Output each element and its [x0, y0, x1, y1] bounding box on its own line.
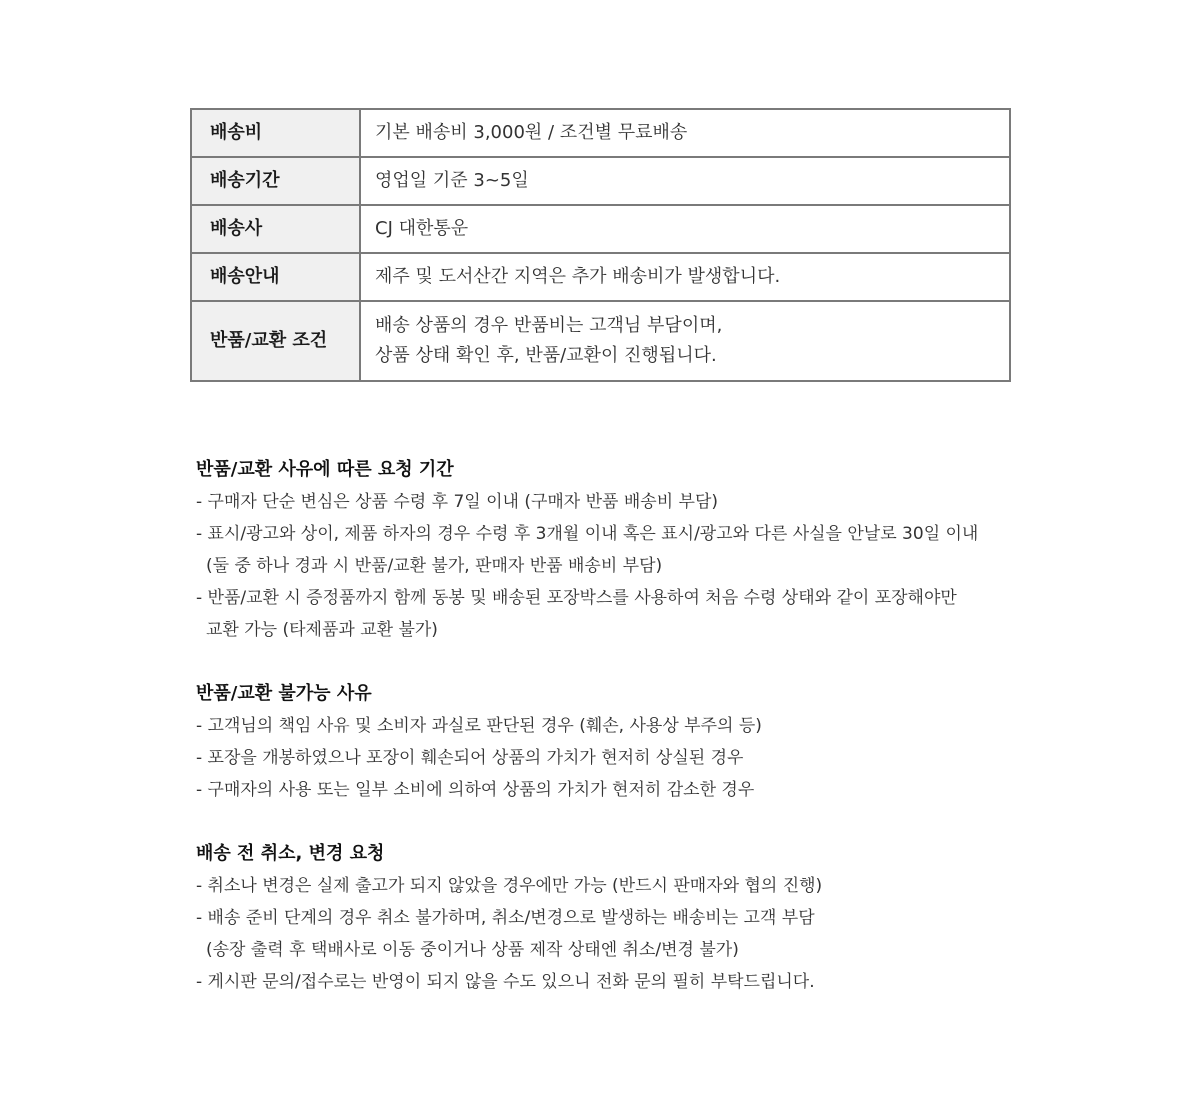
row-label: 반품/교환 조건	[191, 301, 360, 381]
row-value-line: 기본 배송비 3,000원 / 조건별 무료배송	[375, 122, 688, 143]
section-return-request-period	[196, 454, 1026, 646]
row-value-line: 상품 상태 확인 후, 반품/교환이 진행됩니다.	[375, 345, 717, 366]
section-title: 반품/교환 불가능 사유	[196, 683, 372, 704]
table-row-shipping-fee	[191, 109, 1010, 157]
table-row-return-conditions	[191, 301, 1010, 381]
row-label: 배송기간	[191, 157, 360, 205]
row-label: 배송안내	[191, 253, 360, 301]
row-label: 배송비	[191, 109, 360, 157]
row-value	[360, 157, 1010, 205]
table-row-shipping-notice	[191, 253, 1010, 301]
section-title: 배송 전 취소, 변경 요청	[196, 843, 385, 864]
row-value	[360, 253, 1010, 301]
list-item: - 취소나 변경은 실제 출고가 되지 않았을 경우에만 가능 (반드시 판매자와 협의 진행)	[196, 876, 823, 896]
table-row-carrier	[191, 205, 1010, 253]
list-item: - 표시/광고와 상이, 제품 하자의 경우 수령 후 3개월 이내 혹은 표시/광고와 다른 사실을 안날로 30일 이내	[196, 524, 979, 544]
row-label: 배송사	[191, 205, 360, 253]
list-item: - 배송 준비 단계의 경우 취소 불가하며, 취소/변경으로 발생하는 배송비는 고객 부담	[196, 908, 815, 928]
row-value	[360, 301, 1010, 381]
list-item: - 게시판 문의/접수로는 반영이 되지 않을 수도 있으니 전화 문의 필히 부탁드립니다.	[196, 972, 815, 992]
list-item: - 구매자 단순 변심은 상품 수령 후 7일 이내 (구매자 반품 배송비 부담)	[196, 492, 719, 512]
list-item: - 고객님의 책임 사유 및 소비자 과실로 판단된 경우 (훼손, 사용상 부주의 등)	[196, 716, 762, 736]
list-item: - 반품/교환 시 증정품까지 함께 동봉 및 배송된 포장박스를 사용하여 처음 수령 상태와 같이 포장해야만	[196, 588, 957, 608]
row-value-line: 제주 및 도서산간 지역은 추가 배송비가 발생합니다.	[375, 266, 781, 287]
table-row-shipping-period	[191, 157, 1010, 205]
row-value	[360, 109, 1010, 157]
list-item-continuation: (둘 중 하나 경과 시 반품/교환 불가, 판매자 반품 배송비 부담)	[206, 556, 663, 576]
row-value-line: CJ 대한통운	[375, 218, 469, 239]
list-item: - 포장을 개봉하였으나 포장이 훼손되어 상품의 가치가 현저히 상실된 경우	[196, 748, 744, 768]
list-item-continuation: (송장 출력 후 택배사로 이동 중이거나 상품 제작 상태엔 취소/변경 불가)	[206, 940, 739, 960]
section-return-not-allowed	[196, 678, 1026, 806]
list-item-continuation: 교환 가능 (타제품과 교환 불가)	[206, 620, 438, 640]
shipping-info-table	[190, 108, 1011, 382]
list-item: - 구매자의 사용 또는 일부 소비에 의하여 상품의 가치가 현저히 감소한 경우	[196, 780, 755, 800]
policy-notes	[196, 454, 1026, 998]
row-value-line: 영업일 기준 3~5일	[375, 170, 529, 191]
row-value-line: 배송 상품의 경우 반품비는 고객님 부담이며,	[375, 315, 723, 336]
section-cancel-before-shipping	[196, 838, 1026, 998]
section-title: 반품/교환 사유에 따른 요청 기간	[196, 459, 454, 480]
row-value	[360, 205, 1010, 253]
